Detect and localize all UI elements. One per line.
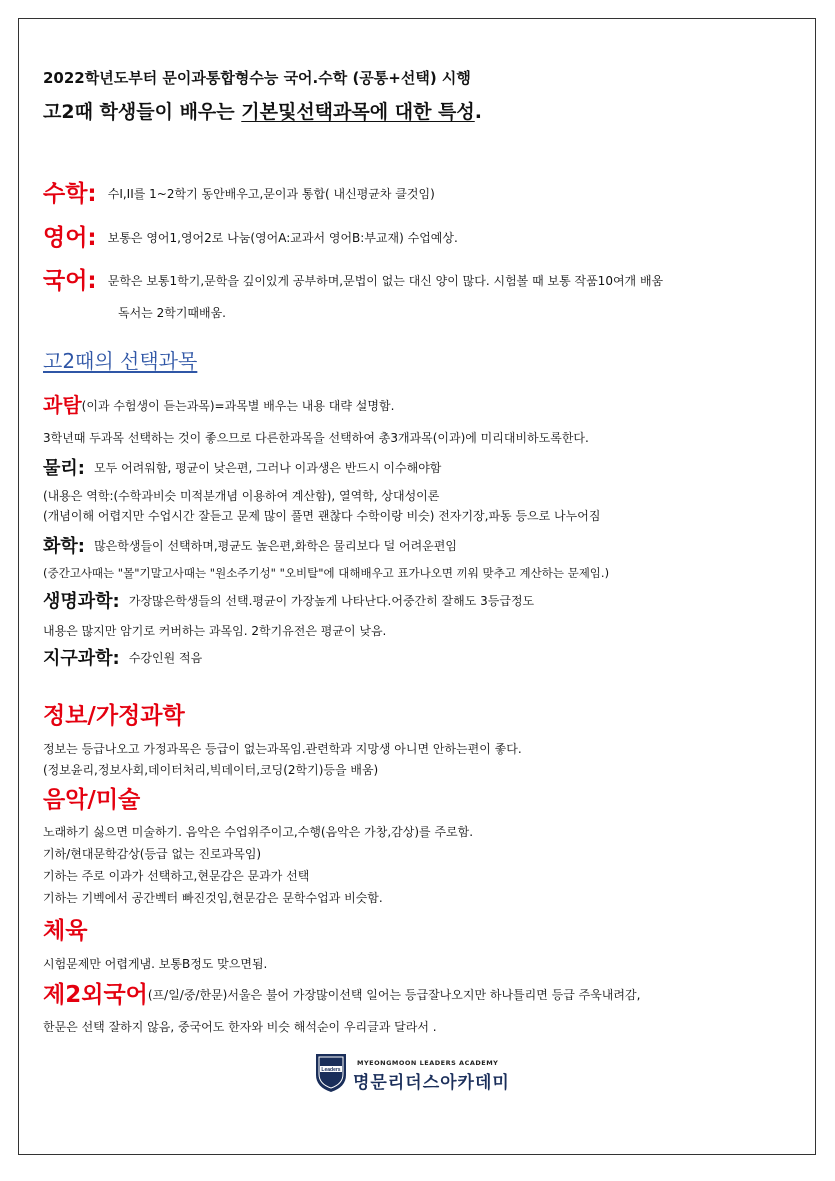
korean-label: 국어: <box>43 268 97 294</box>
math-text: 수I,II를 1~2학기 동안배우고,문이과 통합( 내신평균차 클것임) <box>107 187 435 201</box>
info-heading: 정보/가정과학 <box>43 703 185 729</box>
arts-heading: 음악/미술 <box>43 787 141 813</box>
crest-text: Leaders <box>321 1067 341 1073</box>
logo-korean: 명문리더스아카데미 <box>353 1073 510 1093</box>
arts-line2: 기하/현대문학감상(등급 없는 진로과목임) <box>43 847 262 861</box>
physics-line3: (개념이해 어렵지만 수업시간 잘듣고 문제 많이 풀면 괜찮다 수학이랑 비슷) 전자기장,파동 등으로 나누어짐 <box>43 509 601 523</box>
science-text: (이과 수험생이 듣는과목)=과목별 배우는 내용 대략 설명함. <box>81 399 395 413</box>
earth-row <box>43 644 202 670</box>
biology-label: 생명과학: <box>43 591 120 612</box>
header-line1: 2022학년도부터 문이과통합형수능 국어.수학 (공통+선택) 시행 <box>43 69 471 87</box>
science-label: 과탐 <box>43 393 82 417</box>
chemistry-line2: (중간고사때는 "몰"기말고사때는 "원소주기성" "오비탈"에 대해배우고 표가나오면 끼워 맞추고 계산하는 문제임.) <box>43 566 610 580</box>
info-line2: (정보윤리,정보사회,데이터처리,빅데이터,코딩(2학기)등을 배움) <box>43 763 379 777</box>
foreign-row <box>43 976 640 1009</box>
arts-line1: 노래하기 싫으면 미술하기. 음악은 수업위주이고,수행(음악은 가창,감상)를 주로함. <box>43 825 474 839</box>
earth-label: 지구과학: <box>43 648 120 669</box>
physics-row <box>43 454 441 480</box>
english-label: 영어: <box>43 225 97 251</box>
math-label: 수학: <box>43 181 97 207</box>
english-text: 보통은 영어1,영어2로 나눔(영어A:교과서 영어B:부교재) 수업예상. <box>107 231 458 245</box>
foreign-text: (프/일/중/한문)서울은 불어 가장많이선택 일어는 등급잘나오지만 하나틀리면 등급 주욱내려감, <box>147 988 641 1002</box>
pe-heading: 체육 <box>43 918 88 944</box>
header-line2-prefix: 고2때 학생들이 배우는 <box>43 101 242 123</box>
chemistry-text: 많은학생들이 선택하며,평균도 높은편,화학은 물리보다 덜 어려운편임 <box>94 539 457 553</box>
physics-line2: (내용은 역학:(수학과비슷 미적분개념 이용하여 계산함), 열역학, 상대성이론 <box>43 489 440 503</box>
korean-text: 문학은 보통1학기,문학을 깊이있게 공부하며,문법이 없는 대신 양이 많다. 시험볼 때 보통 작품10여개 배움 <box>107 274 664 288</box>
chemistry-label: 화학: <box>43 536 85 557</box>
math-row <box>43 175 435 208</box>
physics-text: 모두 어려워함, 평균이 낮은편, 그러나 이과생은 반드시 이수해야함 <box>94 461 442 475</box>
physics-label: 물리: <box>43 458 85 479</box>
arts-line4: 기하는 기벡에서 공간벡터 빠진것임,현문감은 문학수업과 비슷함. <box>43 891 383 905</box>
foreign-heading: 제2외국어 <box>43 982 148 1008</box>
korean-text2: 독서는 2학기때배움. <box>118 306 227 320</box>
korean-row <box>43 262 663 295</box>
crest-icon <box>313 1051 349 1093</box>
logo-english: MYEONGMOON LEADERS ACADEMY <box>357 1059 499 1067</box>
pe-line1: 시험문제만 어렵게냄. 보통B정도 맞으면됨. <box>43 957 268 971</box>
foreign-line2: 한문은 선택 잘하지 않음, 중국어도 한자와 비슷 해석순이 우리글과 달라서 . <box>43 1020 437 1034</box>
biology-line2: 내용은 많지만 암기로 커버하는 과목임. 2학기유전은 평균이 낮음. <box>43 624 387 638</box>
arts-line3: 기하는 주로 이과가 선택하고,현문감은 문과가 선택 <box>43 869 310 883</box>
header-line2-suffix: . <box>474 101 482 123</box>
biology-row <box>43 587 534 613</box>
header-line2 <box>43 97 482 124</box>
header-line2-underlined: 기본및선택과목에 대한 특성 <box>241 101 475 123</box>
academy-logo <box>313 1051 513 1101</box>
science-row <box>43 389 394 418</box>
science-note: 3학년때 두과목 선택하는 것이 좋으므로 다른한과목을 선택하여 총3개과목(이과)에 미리대비하도록한다. <box>43 431 589 445</box>
electives-heading: 고2때의 선택과목 <box>43 349 198 373</box>
chemistry-row <box>43 532 457 558</box>
biology-text: 가장많은학생들의 선택.평균이 가장높게 나타난다.어중간히 잘해도 3등급정도 <box>128 594 535 608</box>
info-line1: 정보는 등급나오고 가정과목은 등급이 없는과목임.관련학과 지망생 아니면 안하는편이 좋다. <box>43 742 522 756</box>
english-row <box>43 219 458 252</box>
earth-text: 수강인원 적음 <box>128 651 203 665</box>
